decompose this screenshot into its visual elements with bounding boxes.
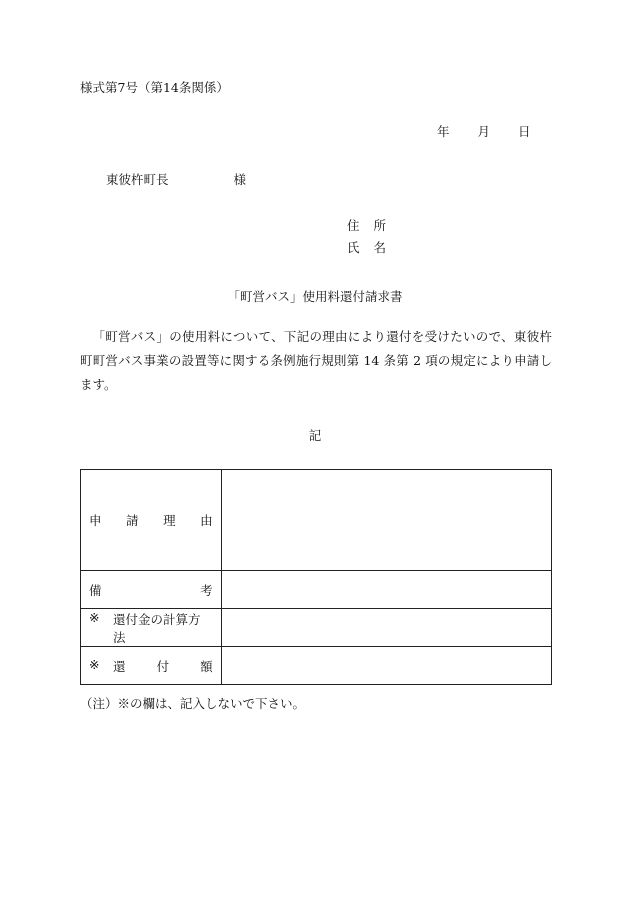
calc-method-text: 還付金の計算方法	[113, 611, 201, 645]
ki-heading: 記	[308, 428, 322, 443]
calc-method-field[interactable]	[221, 609, 551, 647]
reason-field[interactable]	[221, 470, 551, 571]
date-day-label: 日	[518, 124, 531, 139]
refund-form-table	[80, 469, 552, 685]
date-year-label: 年	[437, 124, 450, 139]
form-number: 様式第7号（第14条関係）	[80, 80, 229, 95]
applicant-name-label	[347, 240, 386, 256]
refund-amount-label	[81, 647, 222, 685]
label-char: 考	[200, 582, 213, 598]
addressee	[106, 172, 246, 188]
request-statement: 「町営バス」の使用料について、下記の理由により還付を受けたいので、東彼杵町町営バス事業の設置等に関する条例施行規則第 14 条第 2 項の規定により申請します。	[80, 329, 552, 392]
document-title: 「町営バス」使用料還付請求書	[227, 289, 403, 304]
reason-label	[81, 470, 222, 571]
label-char: 所	[373, 218, 387, 233]
calc-method-label	[81, 609, 222, 647]
label-char: 額	[200, 658, 213, 674]
date-month-label: 月	[477, 124, 491, 139]
label-char: 由	[200, 513, 213, 528]
label-char: 名	[373, 240, 387, 255]
note-mark: ※	[89, 656, 100, 672]
label-char: 請	[126, 513, 139, 528]
table-row	[81, 609, 552, 647]
label-char: 理	[163, 513, 176, 528]
label-char: 備	[89, 582, 102, 598]
note-mark: ※	[89, 609, 100, 625]
table-row	[81, 647, 552, 685]
remarks-label	[81, 571, 222, 609]
label-char: 住	[347, 218, 360, 233]
label-char: 氏	[347, 240, 360, 255]
refund-amount-field[interactable]	[221, 647, 551, 685]
label-char: 申	[89, 513, 102, 528]
date-line	[437, 124, 531, 140]
label-char: 還	[113, 658, 126, 674]
applicant-address-label	[347, 218, 386, 234]
table-row	[81, 571, 552, 609]
label-char: 付	[156, 658, 170, 674]
table-row	[81, 470, 552, 571]
addressee-honorific: 様	[233, 172, 247, 187]
footnote: （注）※の欄は、記入しないで下さい。	[80, 696, 306, 711]
addressee-name: 東彼杵町長	[106, 172, 169, 187]
remarks-field[interactable]	[221, 571, 551, 609]
